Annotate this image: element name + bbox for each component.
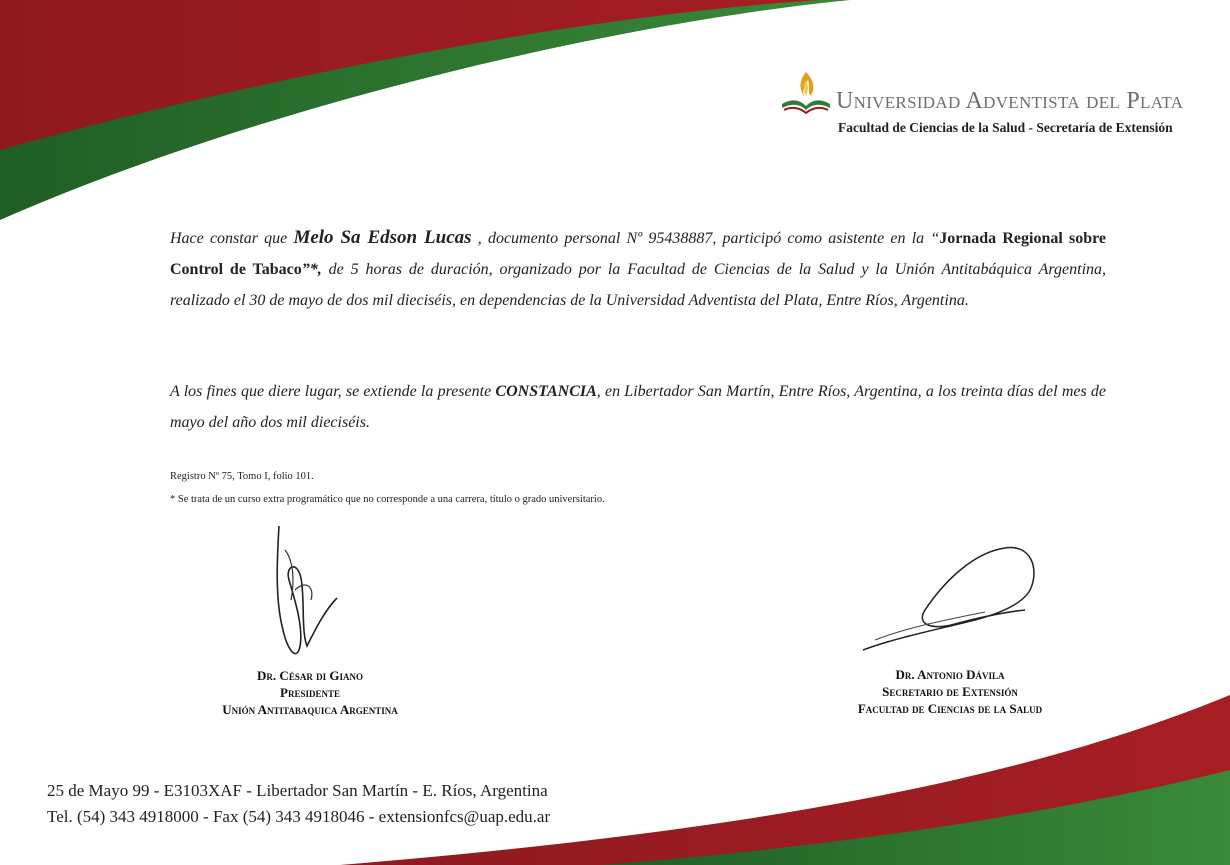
signature-left-image xyxy=(265,520,355,670)
signature-right-image xyxy=(855,540,1045,660)
signer-left-org: Unión Antitabaquica Argentina xyxy=(222,702,398,717)
signature-left xyxy=(170,667,450,718)
constancia-word: CONSTANCIA xyxy=(495,383,597,400)
signer-right-name: Dr. Antonio Dávila xyxy=(895,667,1005,682)
university-header xyxy=(780,68,1200,138)
event-suffix: ”*, xyxy=(301,261,322,278)
certificate-paragraph-2 xyxy=(170,376,1106,438)
signature-right xyxy=(810,666,1090,717)
p2-intro: A los fines que diere lugar, se extiende la presente xyxy=(170,383,496,400)
faculty-name: Facultad de Ciencias de la Salud - Secretaría de Extensión xyxy=(838,120,1173,135)
signer-left-role: Presidente xyxy=(280,685,340,700)
certificate-paragraph-1 xyxy=(170,222,1106,316)
registro-note: Registro Nº 75, Tomo I, folio 101. xyxy=(170,471,314,482)
participant-name: Melo Sa Edson Lucas xyxy=(293,227,472,248)
flame-book-logo-icon xyxy=(780,68,832,118)
signer-right-org: Facultad de Ciencias de la Salud xyxy=(857,701,1043,716)
footnote: * Se trata de un curso extra programático que no corresponde a una carrera, título o grado universitario. xyxy=(170,494,605,505)
p1-intro: Hace constar que xyxy=(170,230,294,247)
p1-rest: de 5 horas de duración, organizado por la Facultad de Ciencias de la Salud y la Unión Antitabáquica Argentina, realizado el 30 de mayo de dos mil dieciséis, en dependencias de la Universidad Adventista del Plata, Entre Ríos, Argentina. xyxy=(170,261,1107,309)
event-name: Jornada Regional sobre Control de Tabaco xyxy=(170,230,1107,278)
p1-after-name: , documento personal Nº 95438887, participó como asistente en la “ xyxy=(471,230,940,247)
signer-right-role: Secretario de Extensión xyxy=(882,684,1018,699)
p2-rest: , en Libertador San Martín, Entre Ríos, Argentina, a los treinta días del mes de mayo del año dos mil dieciséis. xyxy=(170,383,1107,431)
footer-contact xyxy=(47,778,550,830)
university-name: Universidad Adventista del Plata xyxy=(836,88,1184,114)
footer-address: 25 de Mayo 99 - E3103XAF - Libertador San Martín - E. Ríos, Argentina xyxy=(47,781,548,800)
signer-left-name: Dr. César di Giano xyxy=(257,668,363,683)
footer-phone-email: Tel. (54) 343 4918000 - Fax (54) 343 4918046 - extensionfcs@uap.edu.ar xyxy=(47,807,551,826)
